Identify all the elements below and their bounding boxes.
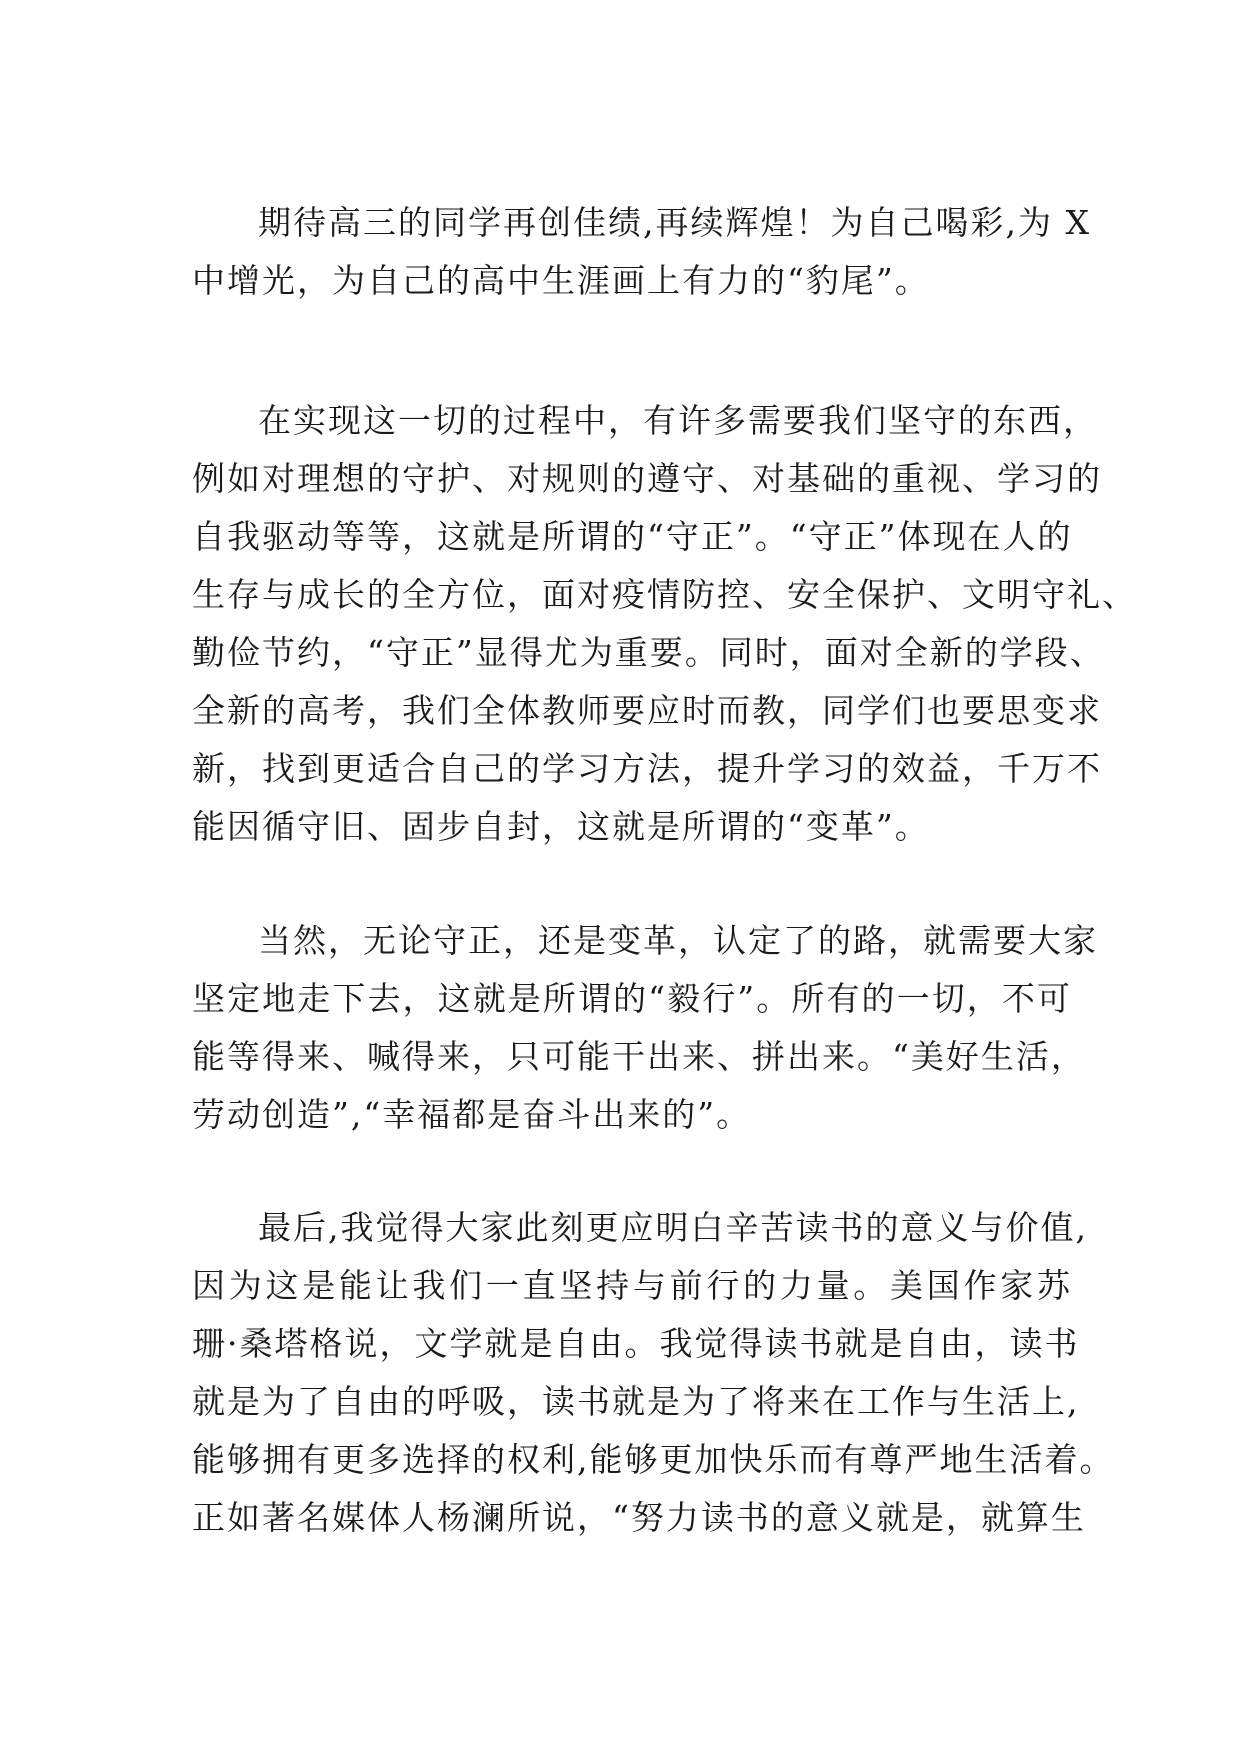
text-line: 当然，无论守正，还是变革，认定了的路，就需要大家: [258, 921, 1098, 960]
paragraph-2: [192, 392, 1137, 856]
text-line: 就是为了自由的呼吸，读书就是为了将来在工作与生活上,: [192, 1382, 1080, 1421]
text-line: 能等得来、喊得来，只可能干出来、拼出来。“美好生活，: [192, 1037, 1086, 1076]
text-line: 能因循守旧、固步自封，这就是所谓的“变革”。: [192, 807, 930, 846]
text-line: 因为这是能让我们一直坚持与前行的力量。美国作家苏: [192, 1266, 1072, 1305]
text-line: 正如著名媒体人杨澜所说，“努力读书的意义就是，就算生: [192, 1498, 1086, 1537]
text-line: 在实现这一切的过程中，有许多需要我们坚守的东西，: [258, 401, 1098, 440]
text-line: 全新的高考，我们全体教师要应时而教，同学们也要思变求: [192, 691, 1102, 730]
text-line: 珊·桑塔格说，文学就是自由。我觉得读书就是自由，读书: [192, 1324, 1080, 1363]
text-line: 新，找到更适合自己的学习方法，提升学习的效益，千万不: [192, 749, 1102, 788]
text-line: 例如对理想的守护、对规则的遵守、对基础的重视、学习的: [192, 459, 1102, 498]
paragraph-3: [192, 912, 1098, 1144]
paragraph-4: [192, 1199, 1115, 1547]
text-line: 自我驱动等等，这就是所谓的“守正”。“守正”体现在人的: [192, 517, 1073, 556]
text-line: 最后,我觉得大家此刻更应明白辛苦读书的意义与价值,: [258, 1208, 1088, 1247]
text-line: 坚定地走下去，这就是所谓的“毅行”。所有的一切，不可: [192, 979, 1072, 1018]
text-line: 劳动创造”,“幸福都是奋斗出来的”。: [192, 1095, 752, 1134]
paragraph-1: [192, 194, 1091, 310]
text-line: 中增光，为自己的高中生涯画上有力的“豹尾”。: [192, 261, 930, 300]
text-line: 期待高三的同学再创佳绩,再续辉煌！为自己喝彩,为 X: [258, 203, 1091, 242]
text-line: 勤俭节约，“守正”显得尤为重要。同时，面对全新的学段、: [192, 633, 1105, 672]
text-line: 能够拥有更多选择的权利,能够更加快乐而有尊严地生活着。: [192, 1440, 1115, 1479]
text-line: 生存与成长的全方位，面对疫情防控、安全保护、文明守礼、: [192, 575, 1137, 614]
